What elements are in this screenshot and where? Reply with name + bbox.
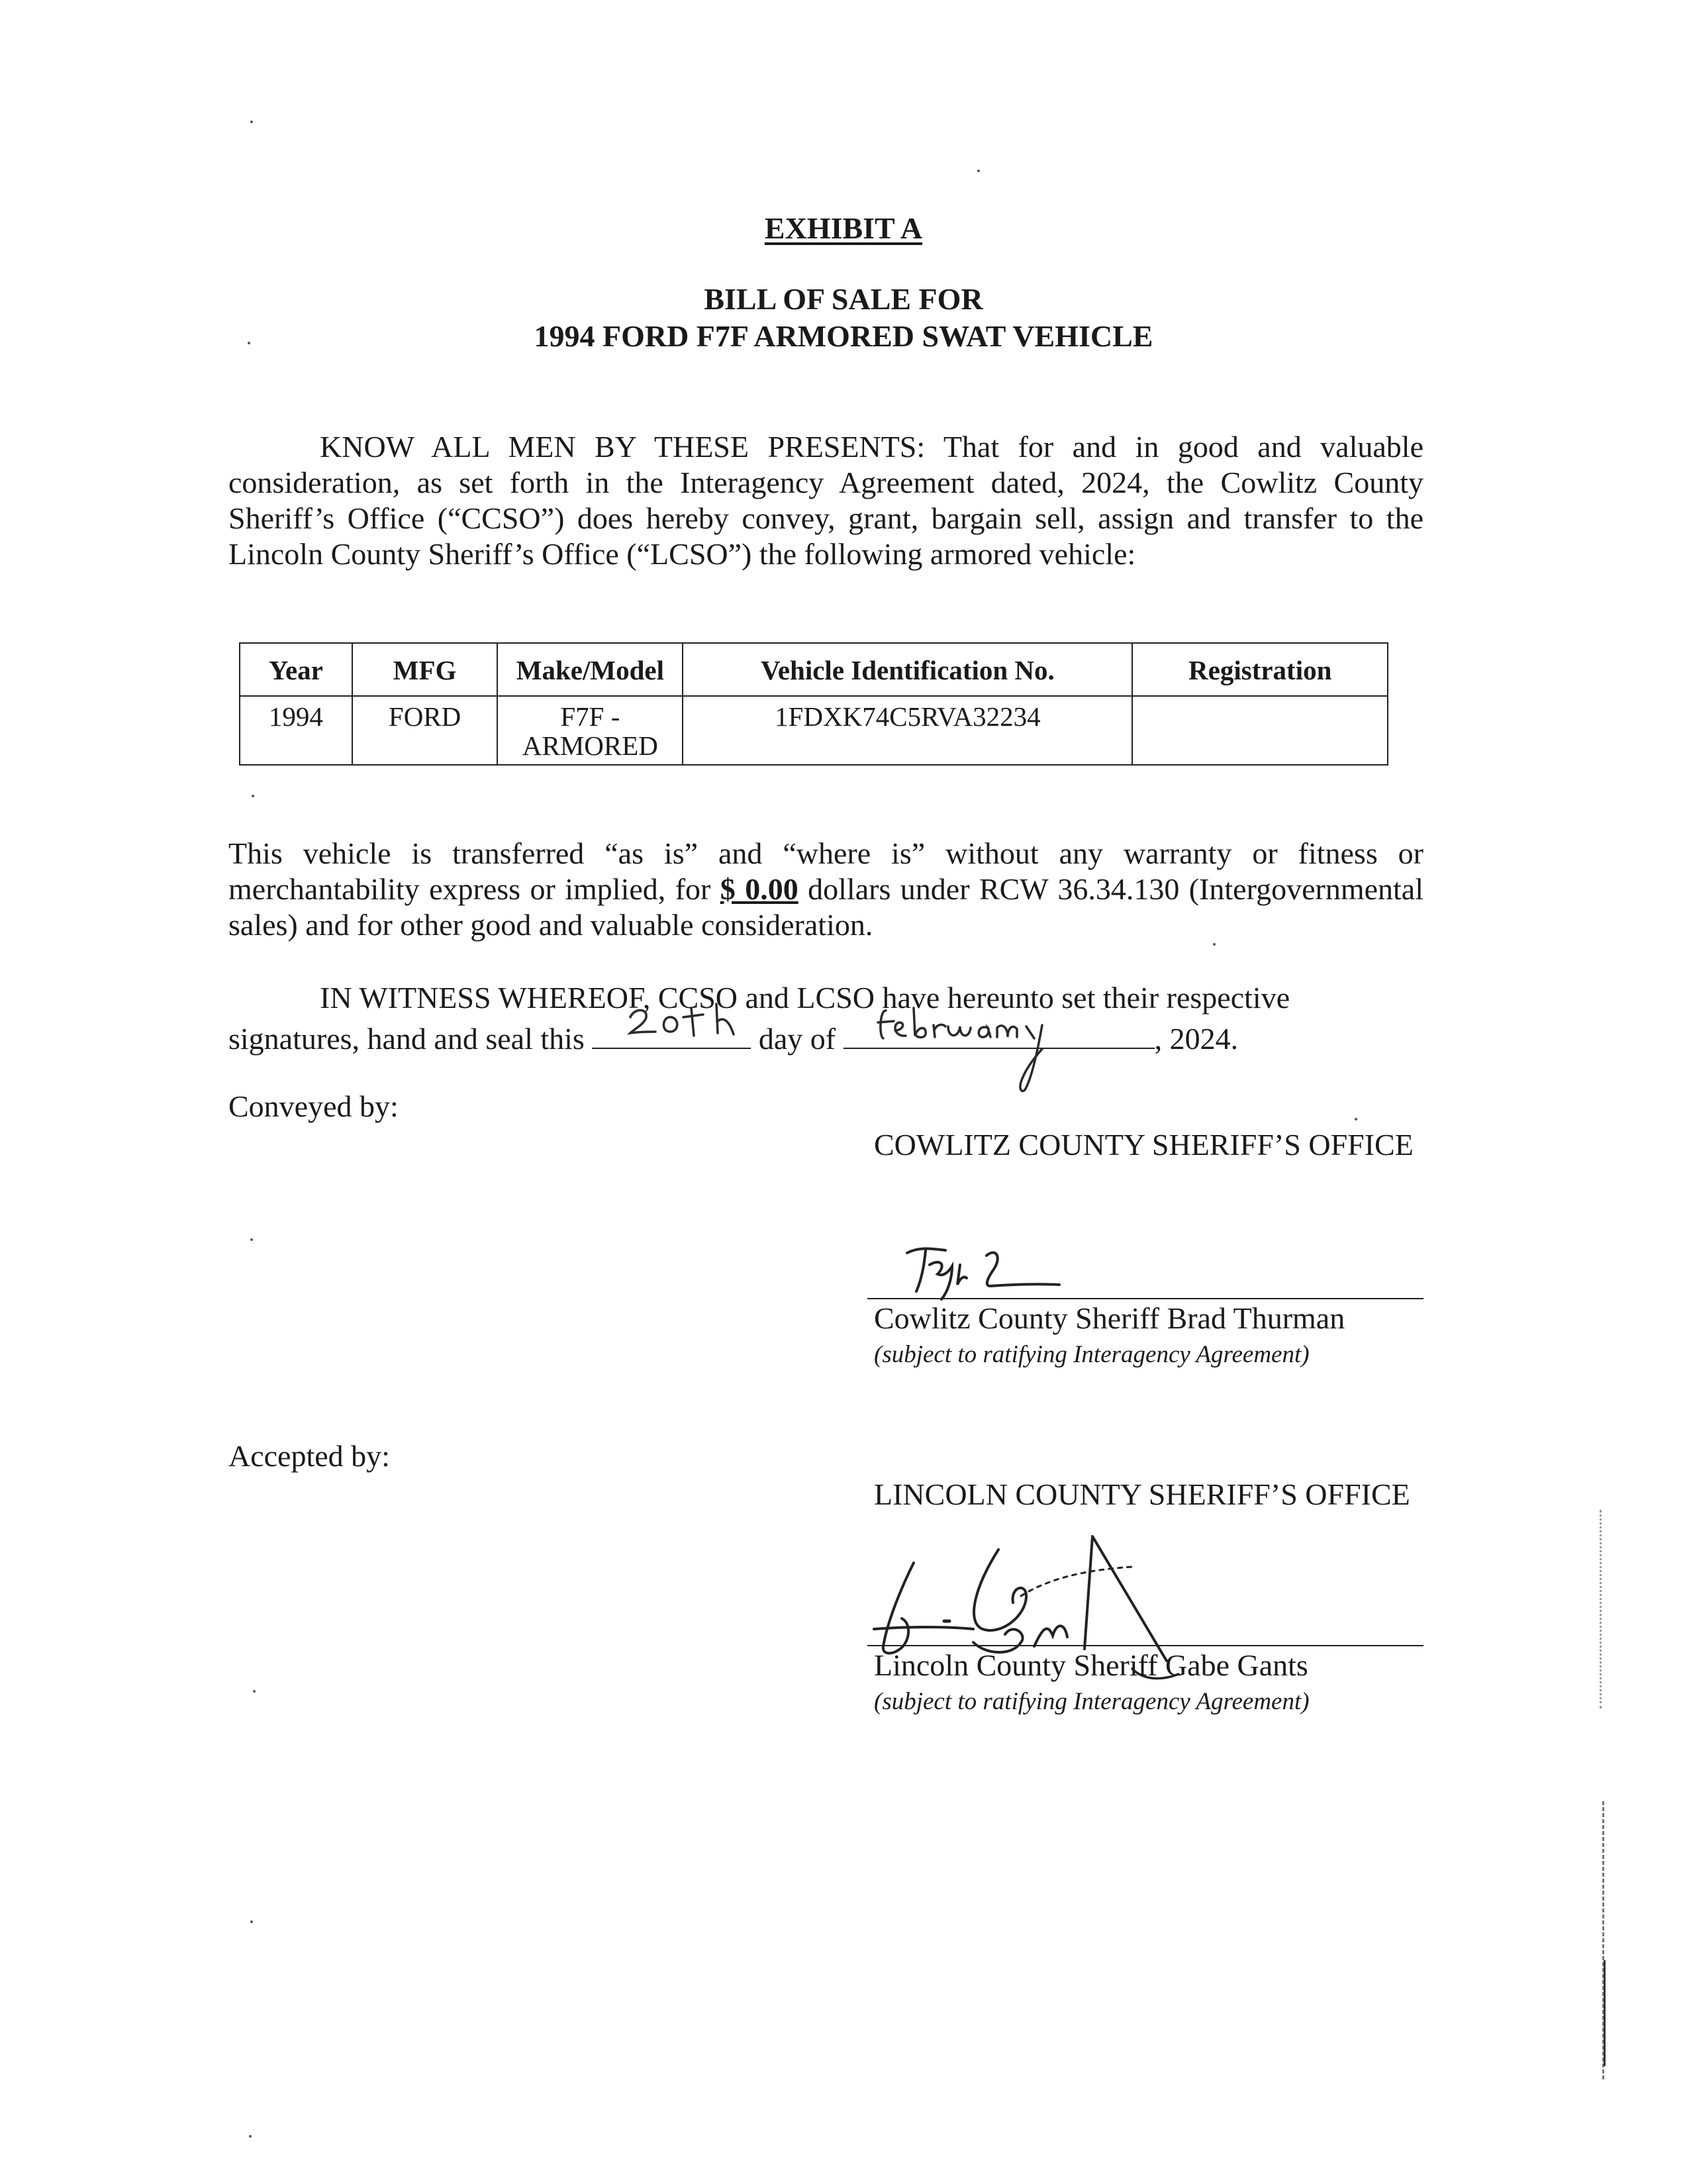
witness-suffix: , 2024. <box>1154 1022 1239 1056</box>
scan-speck <box>253 1690 256 1693</box>
conveyed-by-label: Conveyed by: <box>228 1089 399 1123</box>
transfer-text-end: dollars under RCW 36.34.130 (Intergovernmental sales) and for other good and valuable consideration. <box>228 872 1423 942</box>
month-blank <box>844 1016 1155 1049</box>
cell-registration <box>1132 696 1388 765</box>
header-year: Year <box>240 643 352 696</box>
intro-text: KNOW ALL MEN BY THESE PRESENTS: That for and in good and valuable consideration, as set forth in the Interagency Agreement dated, 2024, the Cowlitz County Sheriff’s Office (“CCSO”) does hereby convey, grant, bargain sell, assign and transfer to the Lincoln County Sheriff’s Office (“LCSO”) the following armored vehicle: <box>228 430 1423 571</box>
lincoln-ratify-note: (subject to ratifying Interagency Agreement) <box>874 1688 1310 1715</box>
scan-speck <box>1213 943 1216 946</box>
witness-mid: day of <box>758 1022 836 1056</box>
witness-prefix: signatures, hand and seal this <box>228 1022 585 1056</box>
scan-speck <box>248 342 250 344</box>
scan-speck <box>977 170 980 172</box>
cell-mfg: FORD <box>352 696 498 765</box>
cell-year: 1994 <box>240 696 352 765</box>
cell-make-model <box>497 696 683 765</box>
scan-speck <box>249 2135 252 2138</box>
scan-margin-dots-upper <box>1600 1510 1602 1709</box>
conveying-office: COWLITZ COUNTY SHERIFF’S OFFICE <box>874 1128 1414 1162</box>
witness-text: IN WITNESS WHEREOF, CCSO and LCSO have hereunto set their respective <box>320 981 1290 1015</box>
scan-speck <box>252 795 254 797</box>
exhibit-heading: EXHIBIT A <box>764 211 923 245</box>
lincoln-signature-line <box>867 1645 1423 1646</box>
scan-margin-line <box>1604 1960 1606 2066</box>
scan-speck <box>250 1238 253 1241</box>
document-title-line2: 1994 FORD F7F ARMORED SWAT VEHICLE <box>534 319 1153 353</box>
accepted-by-label: Accepted by: <box>228 1439 390 1473</box>
intro-paragraph <box>228 429 1423 572</box>
cowlitz-signature-line <box>867 1298 1423 1299</box>
table-header-row <box>240 643 1388 696</box>
scan-speck <box>1355 1118 1357 1120</box>
cowlitz-ratify-note: (subject to ratifying Interagency Agreement) <box>874 1341 1310 1368</box>
scan-speck <box>250 1920 253 1923</box>
header-mfg: MFG <box>352 643 498 696</box>
header-make-model: Make/Model <box>497 643 683 696</box>
scan-speck <box>250 121 253 123</box>
handwritten-day <box>625 999 757 1045</box>
document-title-line1: BILL OF SALE FOR <box>704 282 983 316</box>
cell-vin: 1FDXK74C5RVA32234 <box>683 696 1132 765</box>
witness-line2 <box>228 1016 1238 1057</box>
day-blank <box>592 1016 751 1049</box>
table-row <box>240 696 1388 765</box>
transfer-text-start: This vehicle is transferred “as is” and “where is” without any warranty or fitness or merchantability express or implied, for <box>228 836 1423 906</box>
vehicle-table <box>239 642 1388 766</box>
witness-line1 <box>228 980 1423 1016</box>
sale-amount: $ 0.00 <box>720 872 798 906</box>
make-model-line2: ARMORED <box>522 730 658 761</box>
cowlitz-signer-name: Cowlitz County Sheriff Brad Thurman <box>874 1301 1345 1335</box>
make-model-line1: F7F - <box>560 701 620 732</box>
handwritten-month <box>877 1001 1088 1101</box>
accepting-office: LINCOLN COUNTY SHERIFF’S OFFICE <box>874 1477 1410 1511</box>
lincoln-signer-name: Lincoln County Sheriff Gabe Gants <box>874 1648 1308 1682</box>
header-vin: Vehicle Identification No. <box>683 643 1132 696</box>
header-registration: Registration <box>1132 643 1388 696</box>
transfer-paragraph <box>228 836 1423 943</box>
